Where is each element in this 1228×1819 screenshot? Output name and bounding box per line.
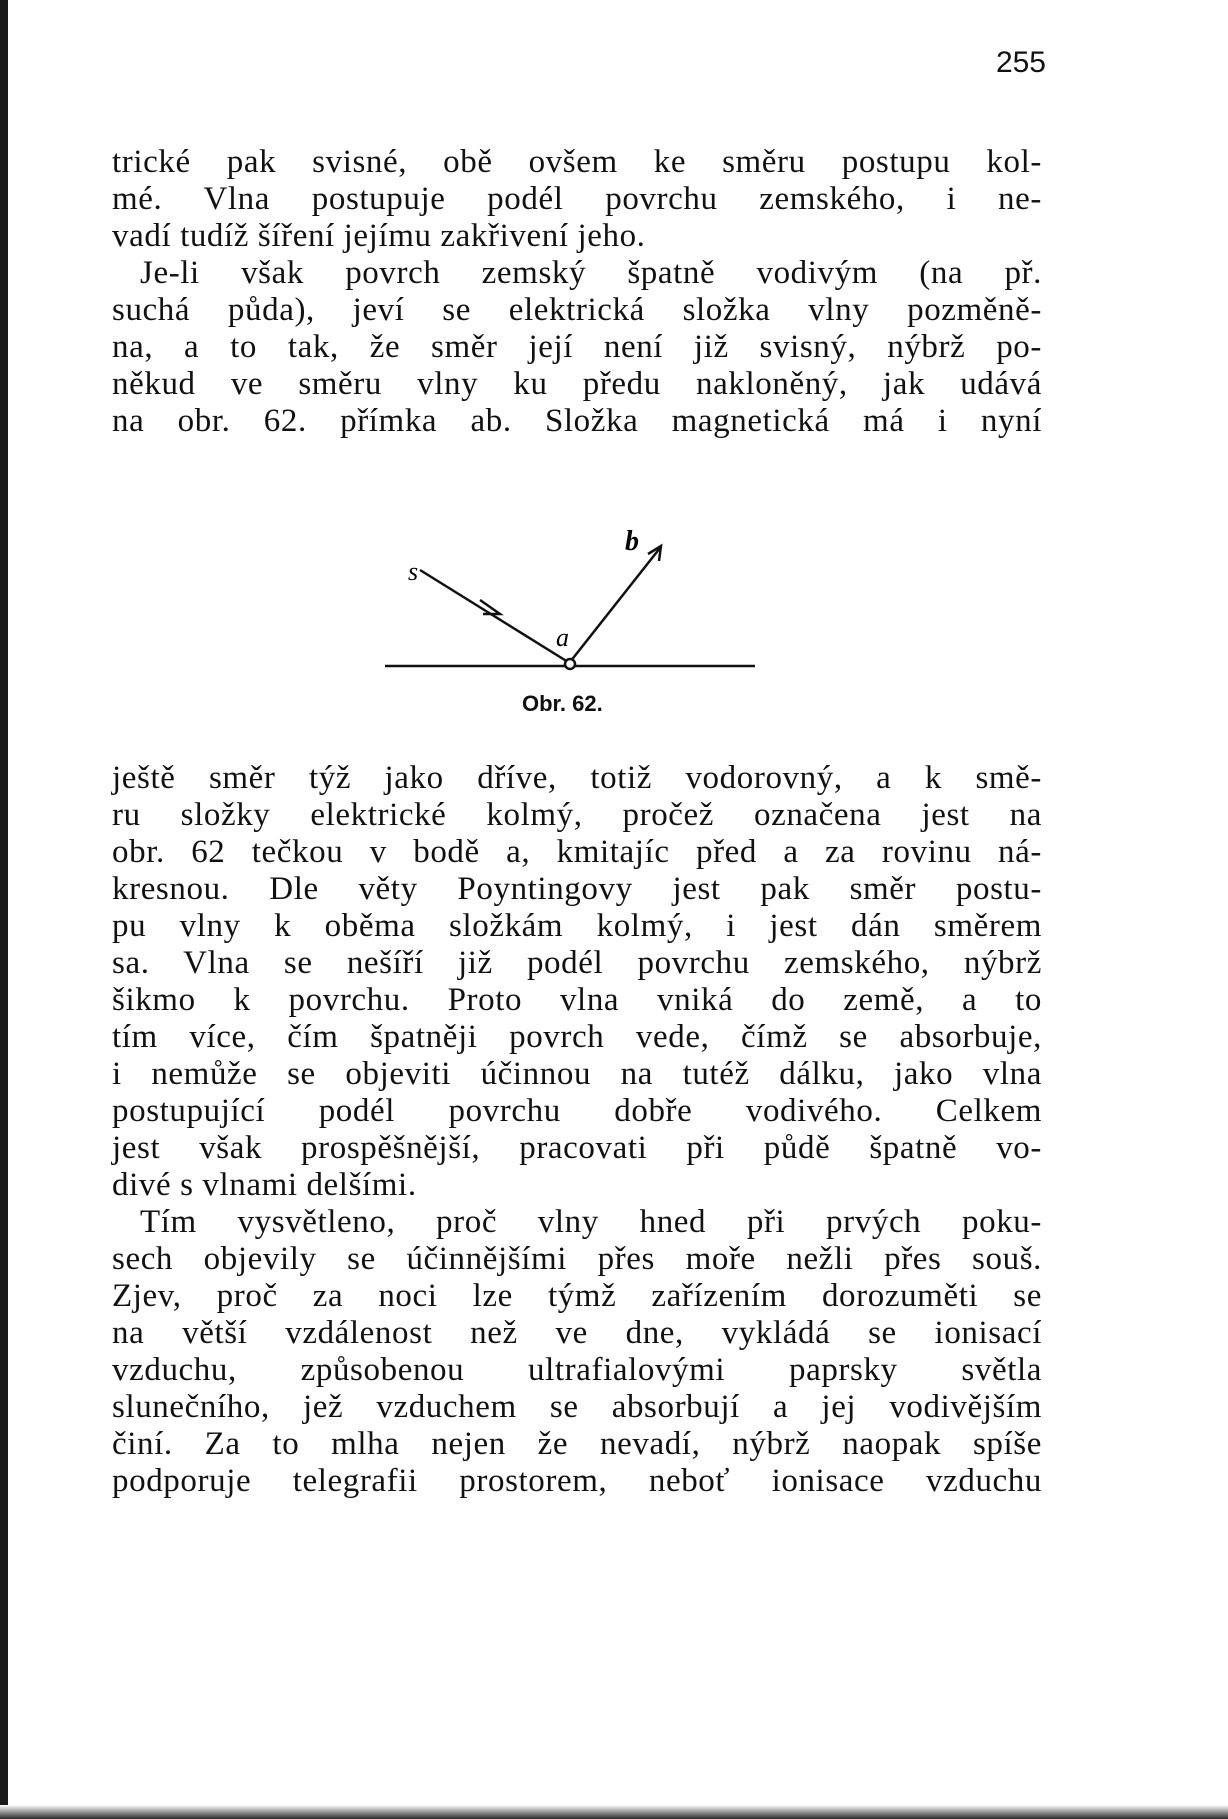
text-line: i nemůže se objeviti účinnou na tutéž dálku, jako vlna [112,1056,1042,1092]
page-number: 255 [995,46,1046,79]
text-line: ještě směr týž jako dříve, totiž vodorovný, a k smě- [112,760,1042,796]
text-line: mé. Vlna postupuje podél povrchu zemského, i ne- [112,181,1042,217]
text-line: sech objevily se účinnějšími přes moře nežli přes souš. [112,1241,1042,1277]
text-line: postupující podél povrchu dobře vodivého. Celkem [112,1093,1042,1129]
point-a-dot [565,659,575,669]
text-line: suchá půda), jeví se elektrická složka vlny pozměně- [112,292,1042,328]
page-bottom-edge [0,1805,1228,1819]
text-line: trické pak svisné, obě ovšem ke směru postupu kol- [112,144,1042,180]
text-block-bottom [112,760,1042,1500]
text-line: jest však prospěšnější, pracovati při půdě špatně vo- [112,1130,1042,1166]
book-binding-edge [0,0,8,1819]
text-line: vzduchu, způsobenou ultrafialovými paprsky světla [112,1352,1042,1388]
text-line: divé s vlnami delšími. [112,1167,417,1203]
component-ab-line [570,548,660,662]
text-line: činí. Za to mlha nejen že nevadí, nýbrž naopak spíše [112,1426,1042,1462]
text-line: podporuje telegrafii prostorem, neboť ionisace vzduchu [112,1463,1042,1499]
text-line: Zjev, proč za noci lze týmž zařízením dorozuměti se [112,1278,1042,1314]
text-line: pu vlny k oběma složkám kolmý, i jest dán směrem [112,908,1042,944]
text-line: na obr. 62. přímka ab. Složka magnetická má i nyní [112,403,1042,439]
figure-caption: Obr. 62. [522,691,603,716]
direction-sa-arrow [480,600,500,614]
text-line: Tím vysvětleno, proč vlny hned při prvých poku- [140,1204,1042,1240]
label-b: b [625,530,639,557]
text-line: ru složky elektrické kolmý, pročež označena jest na [112,797,1042,833]
text-line: obr. 62 tečkou v bodě a, kmitajíc před a za rovinu ná- [112,834,1042,870]
text-line: sa. Vlna se nešíří již podél povrchu zemského, nýbrž [112,945,1042,981]
text-line: tím více, čím špatněji povrch vede, čímž se absorbuje, [112,1019,1042,1055]
text-line: slunečního, jež vzduchem se absorbují a jej vodivějším [112,1389,1042,1425]
direction-sa-line [420,570,568,662]
label-s: s [408,557,419,586]
text-line: na, a to tak, že směr její není již svisný, nýbrž po- [112,329,1042,365]
text-line: vadí tudíž šíření jejímu zakřivení jeho. [112,218,646,254]
text-block-top [112,144,1042,440]
label-a: a [556,623,569,652]
text-line: někud ve směru vlny ku předu nakloněný, jak udává [112,366,1042,402]
text-line: na větší vzdálenost než ve dne, vykládá se ionisací [112,1315,1042,1351]
text-line: šikmo k povrchu. Proto vlna vniká do země, a to [112,982,1042,1018]
text-line: Je-li však povrch zemský špatně vodivým (na př. [140,255,1042,291]
text-line: kresnou. Dle věty Poyntingovy jest pak směr postu- [112,871,1042,907]
